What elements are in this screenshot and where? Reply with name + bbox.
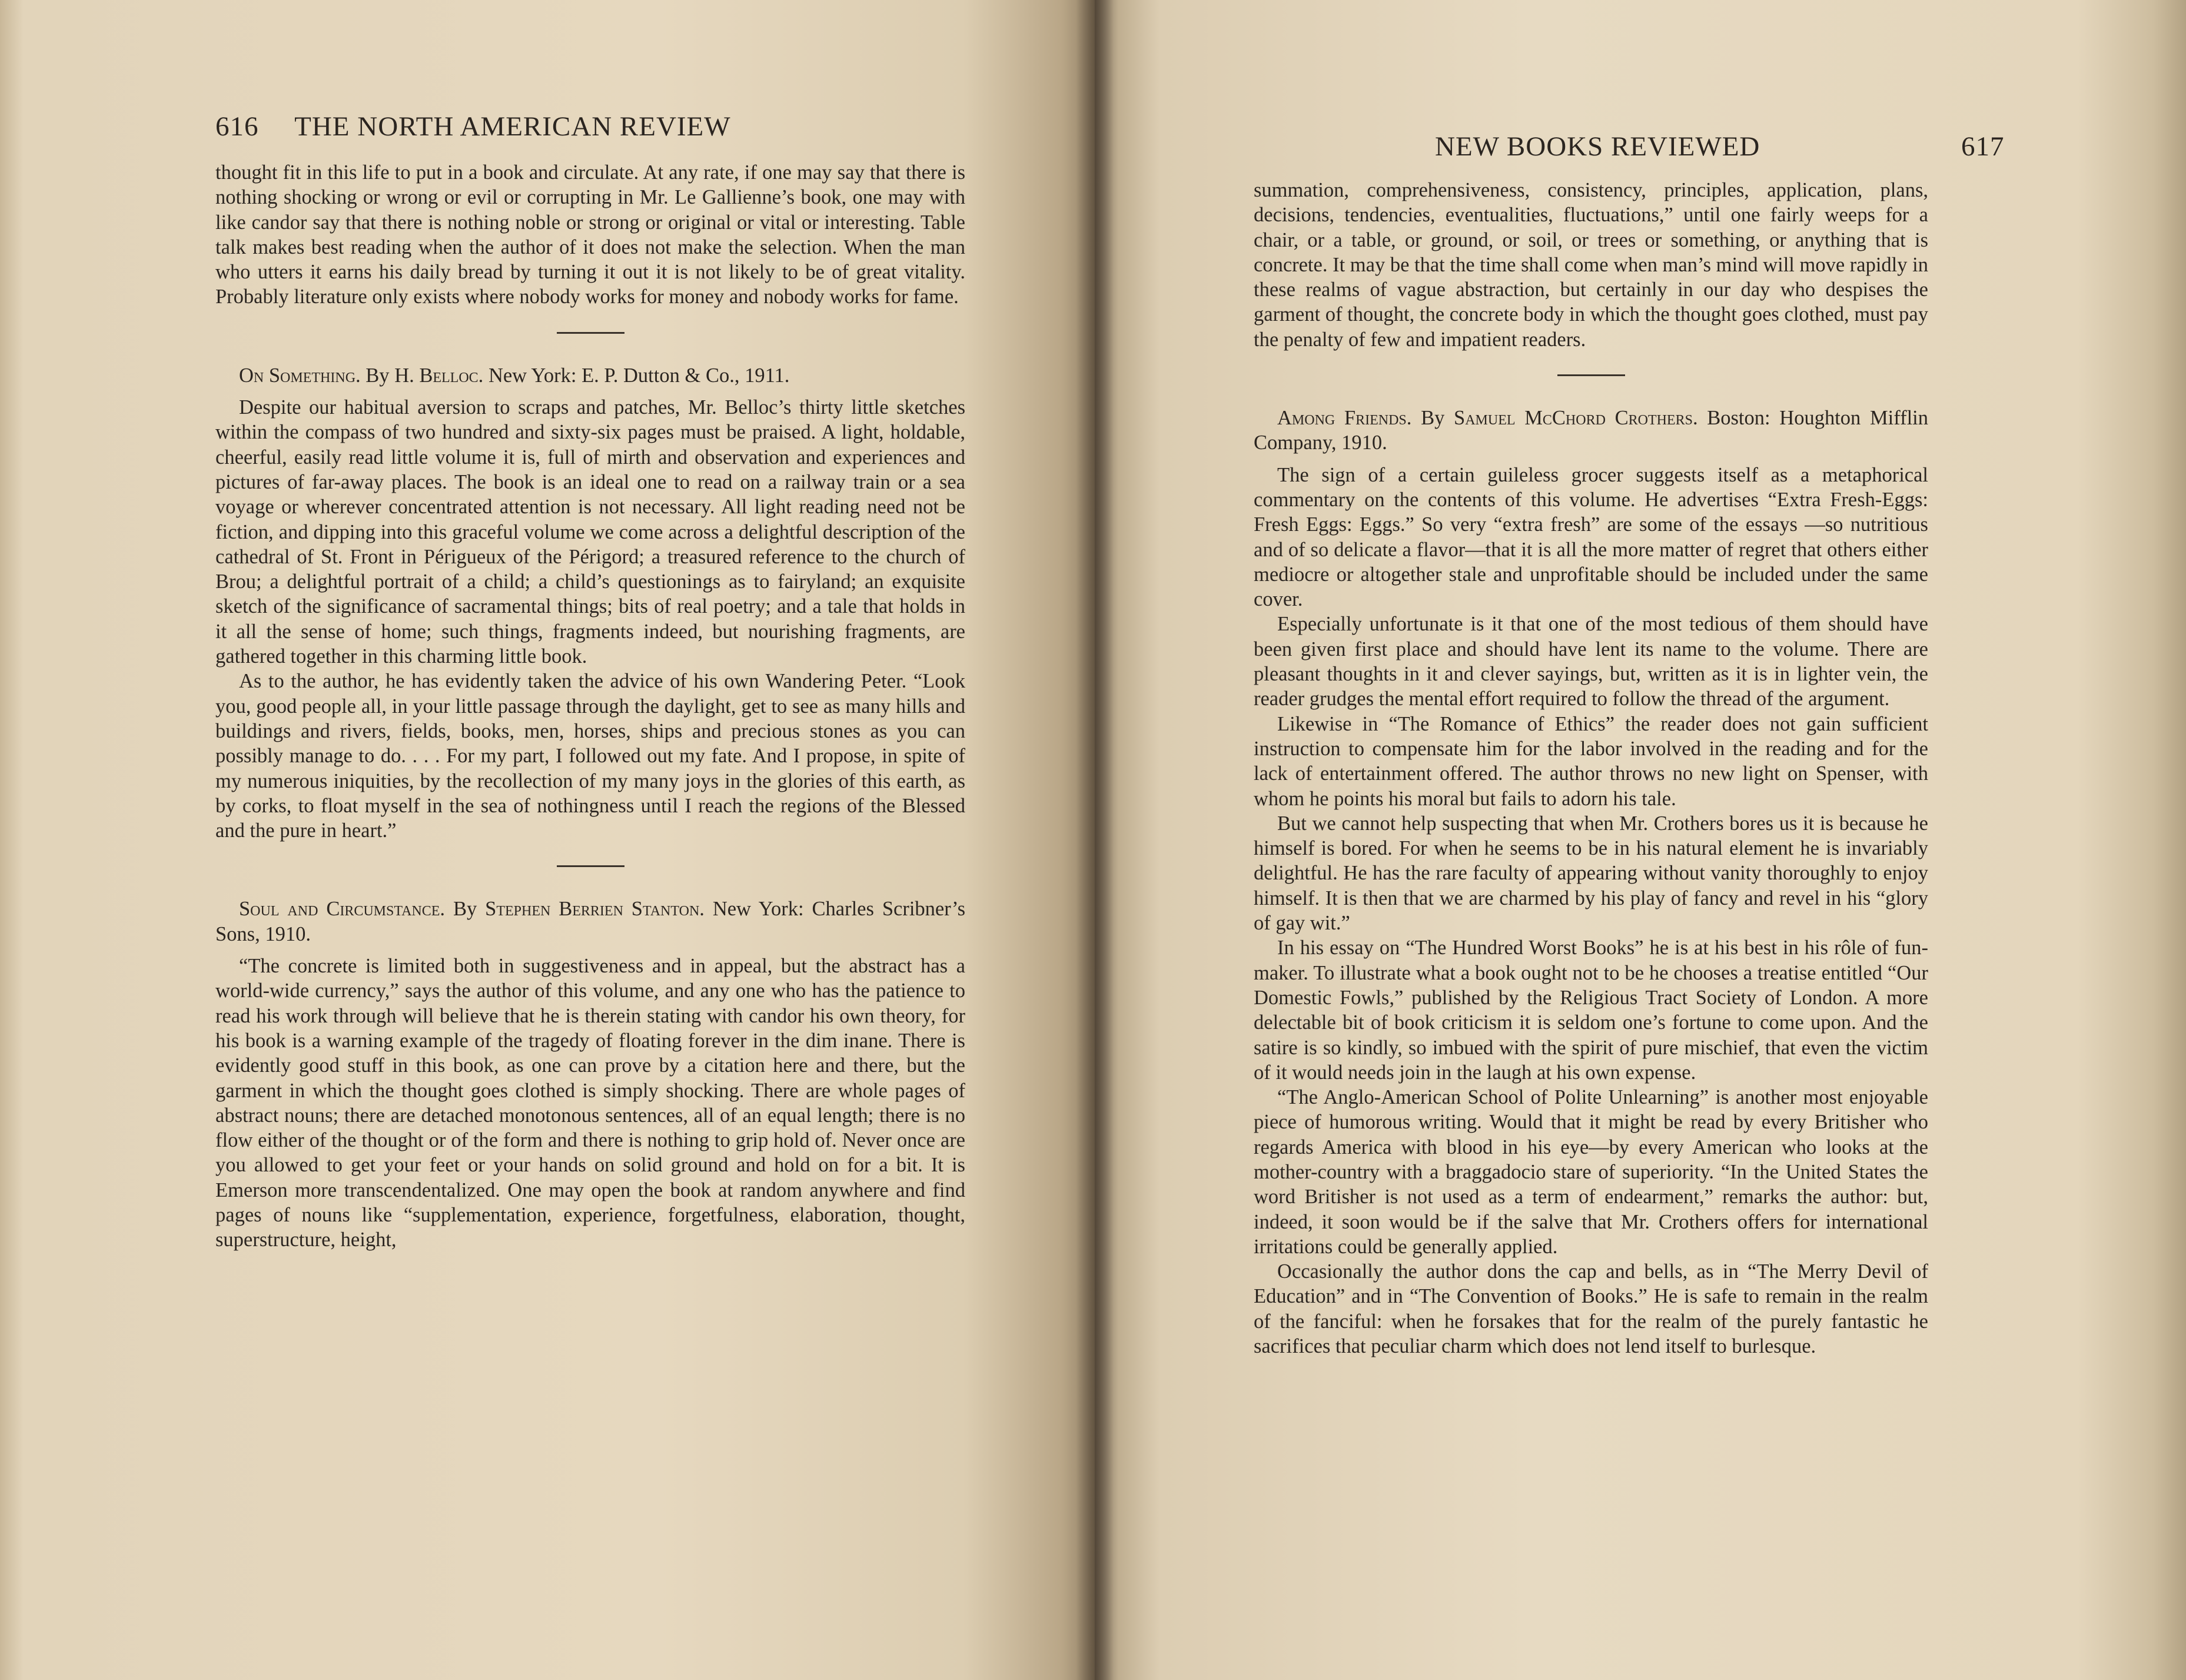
review-title: On Something. xyxy=(239,364,361,387)
review-by: By xyxy=(366,364,390,387)
left-continuation-paragraph: thought fit in this life to put in a book and circulate. At any rate, if one may say that there is nothing shocking or wrong or evil or corrupting in Mr. Le Gallienne’s book, one may with like candor say that there is nothing noble or strong or original or vital or interesting. Table talk makes best reading when the author of it does not make the selection. When the man who utters it earns his daily bread by turning it out it is not likely to be of great vitality. Probably literature only exists where nobody works for money and nobody works for fame. xyxy=(215,161,965,308)
review-paragraph: Occasionally the author dons the cap and bells, as in “The Merry Devil of Education” and in “The Convention of Books.” He is safe to remain in the realm of the fanciful: when he forsakes that for the realm of the purely fantastic he sacrifices that peculiar charm which does not lend itself to burlesque. xyxy=(1254,1260,1928,1358)
review-paragraph: “The concrete is limited both in suggestiveness and in appeal, but the abstract has a world-wide currency,” says the author of this volume, and any one who has the patience to read his work through will believe that he is therein stating with candor his own theory, for his book is a warning example of the tragedy of floating forever in the dim inane. There is evidently good stuff in this book, as one can prove by a citation here and there, but the garment in which the thought goes clothed is simply shocking. There are whole pages of abstract nouns; there are detached monotonous sentences, all of an equal length; there is no flow either of the thought or of the form and there is nothing to grip hold of. Never once are you allowed to get your feet or your hands on solid ground and hold on for a bit. It is Emerson more transcendentalized. One may open the book at random anywhere and find pages of nouns like “supplementation, experience, forgetfulness, elaboration, thought, superstructure, height, xyxy=(215,955,965,1251)
review-heading-among-friends xyxy=(1254,406,1928,456)
review-author: Stephen Berrien Stanton. xyxy=(485,898,705,921)
review-title: Among Friends. xyxy=(1277,407,1412,430)
review-author: Samuel McChord Crothers. xyxy=(1454,407,1698,430)
right-running-title: NEW BOOKS REVIEWED xyxy=(1435,131,1760,162)
review-imprint: Boston: Houghton Mifflin Company, 1910. xyxy=(1254,407,1928,454)
right-page xyxy=(1095,0,2186,1680)
right-continuation-paragraph: summation, comprehensiveness, consistency, principles, application, plans, decisions, tendencies, eventualities, fluctuations,” until one fairly weeps for a chair, or a table, or ground, or soil, or trees or something, or anything that is concrete. It may be that the time shall come when man’s mind will move rapidly in these realms of vague abstraction, but certainly in our day who despises the garment of thought, the concrete body in which the thought goes clothed, must pay the penalty of few and impatient readers. xyxy=(1254,179,1928,351)
book-gutter xyxy=(1076,0,1114,1680)
review-by: By xyxy=(453,898,477,921)
review-heading-on-something xyxy=(215,363,965,388)
section-divider xyxy=(557,865,624,867)
review-imprint: New York: E. P. Dutton & Co., 1911. xyxy=(488,364,790,387)
review-heading-soul-and-circumstance xyxy=(215,897,965,947)
review-title: Soul and Circumstance. xyxy=(239,898,446,921)
right-page-number: 617 xyxy=(1961,131,2005,162)
review-paragraph: But we cannot help suspecting that when Mr. Crothers bores us it is because he himself is bored. For when he seems to be in his natural element he is invariably delightful. He has the rare faculty of appearing without vanity thoroughly to enjoy himself. It is then that we are charmed by his play of fancy and revel in his “glory of gay wit.” xyxy=(1254,812,1928,935)
right-page-number-wrap xyxy=(1961,131,2005,162)
review-paragraph: Despite our habitual aversion to scraps and patches, Mr. Belloc’s thirty little sketches within the compass of two hundred and sixty-six pages must be praised. A light, holdable, cheerful, easily read little volume it is, full of mirth and observation and experiences and pictures of far-away places. The book is an ideal one to read on a railway train or a sea voyage or wherever concentrated attention is not necessary. All light reading need not be fiction, and dipping into this graceful volume we come across a delightful description of the cathedral of St. Front in Périgueux of the Périgord; a treasured reference to the church of Brou; a delightful portrait of a child; a child’s questionings as to fairyland; an exquisite sketch of the significance of sacramental things; bits of real poetry; and a tale that holds in it all the sense of home; such things, fragments indeed, but nourishing fragments, are gathered together in this charming little book. xyxy=(215,396,965,668)
review-by: By xyxy=(1421,407,1445,430)
review-paragraph: Likewise in “The Romance of Ethics” the reader does not gain sufficient instruction to compensate him for the labor involved in the reading and for the lack of entertainment offered. The author throws no new light on Spenser, with whom he points his moral but fails to adorn his tale. xyxy=(1254,712,1928,810)
review-paragraph: As to the author, he has evidently taken the advice of his own Wandering Peter. “Look you, good people all, in your little passage through the daylight, get to see as many hills and buildings and rivers, fields, books, men, horses, ships and precious stones as you can possibly manage to do. . . . For my part, I followed out my fate. And I propose, in spite of my numerous iniquities, by the recollection of my many joys in the glories of this earth, as by corks, to float myself in the sea of nothingness until I reach the regions of the Blessed and the pure in heart.” xyxy=(215,670,965,842)
right-text-column xyxy=(1254,178,1928,1359)
section-divider xyxy=(1557,374,1625,376)
review-paragraph: “The Anglo-American School of Polite Unlearning” is another most enjoyable piece of humorous writing. Would that it might be read by every Britisher who regards America with blood in his eye—by every American who looks at the mother-country with a braggadocio stare of superiority. “In the United States the word Britisher is not used as a term of endearment,” remarks the author: but, indeed, it soon would be if the salve that Mr. Crothers offers for international irritations could be generally applied. xyxy=(1254,1086,1928,1258)
review-paragraph: The sign of a certain guileless grocer suggests itself as a metaphorical commentary on the contents of this volume. He advertises “Extra Fresh-Eggs: Fresh Eggs: Eggs.” So very “extra fresh” are some of the essays —so nutritious and of so delicate a flavor—that it is all the more matter of regret that others either mediocre or altogether stale and unprofitable should be included under the same cover. xyxy=(1254,463,1928,611)
left-page-number: 616 xyxy=(215,111,259,142)
left-running-head xyxy=(215,111,731,142)
left-text-column xyxy=(215,160,965,1253)
section-divider xyxy=(557,332,624,334)
review-imprint: New York: Charles Scribner’s Sons, 1910. xyxy=(215,898,965,945)
review-author: H. Belloc. xyxy=(394,364,484,387)
right-running-head xyxy=(1435,131,1760,162)
review-paragraph: In his essay on “The Hundred Worst Books” he is at his best in his rôle of fun-maker. To illustrate what a book ought not to be he chooses a treatise entitled “Our Domestic Fowls,” published by the Religious Tract Society of London. A more delectable bit of book criticism it is seldom one’s fortune to come upon. And the satire is so kindly, so imbued with the spirit of pure mischief, that even the victim of it would needs join in the laugh at his own expense. xyxy=(1254,937,1928,1084)
review-paragraph: Especially unfortunate is it that one of the most tedious of them should have been given first place and should have lent its name to the volume. There are pleasant thoughts in it and clever sayings, but, written as it is in lighter vein, the reader grudges the mental effort required to follow the thread of the argument. xyxy=(1254,613,1928,710)
left-running-title: THE NORTH AMERICAN REVIEW xyxy=(294,111,731,142)
